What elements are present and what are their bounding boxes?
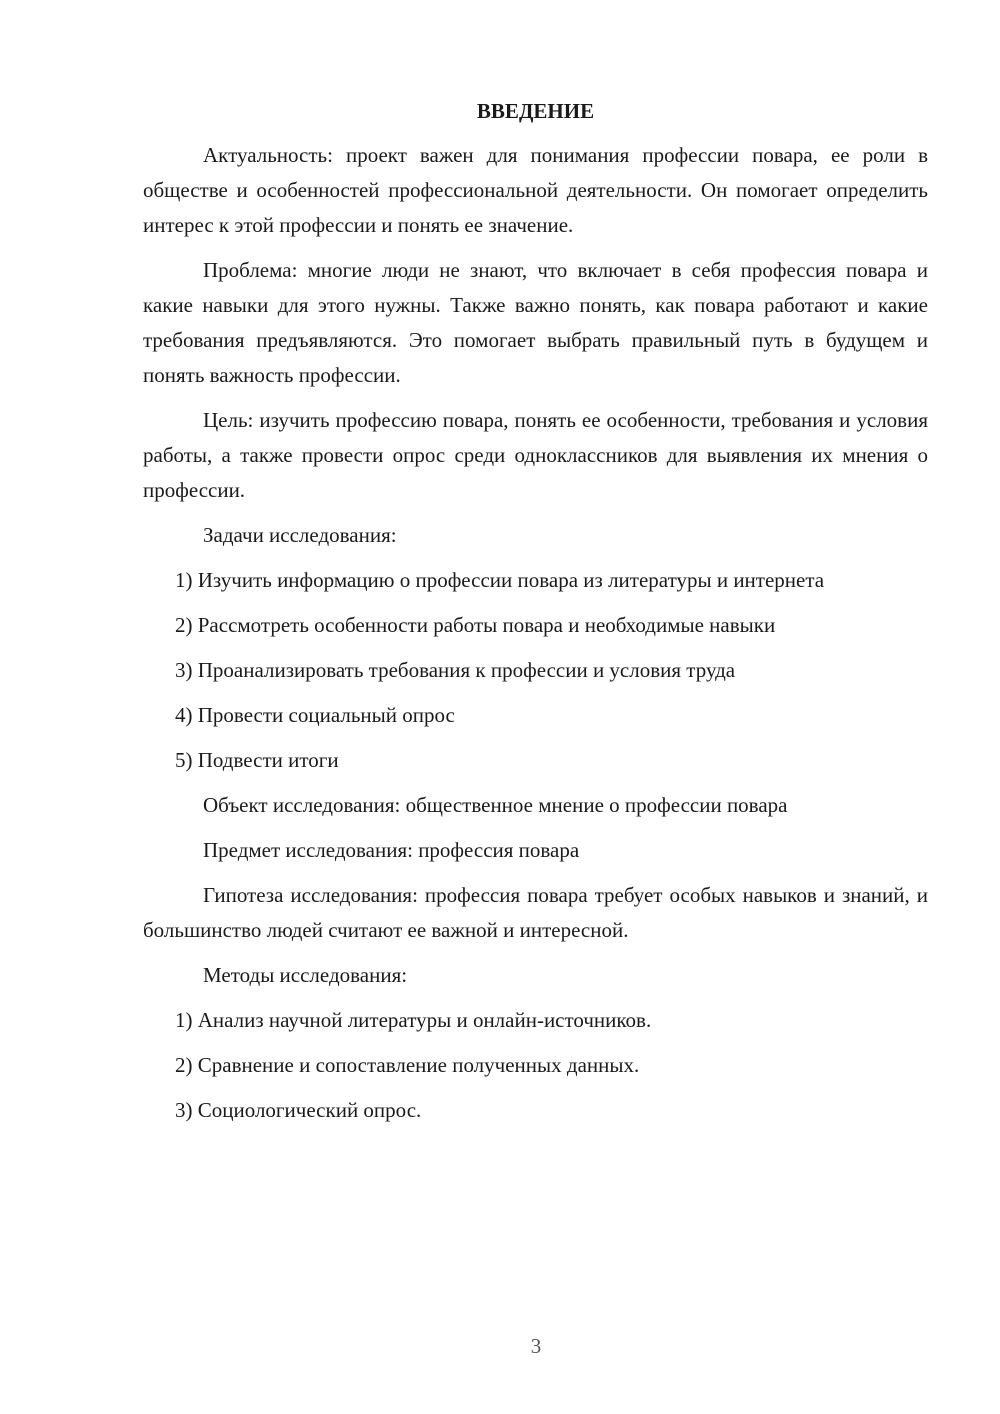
method-item: 1) Анализ научной литературы и онлайн-источников.: [175, 1008, 652, 1032]
paragraph-problem: Проблема: многие люди не знают, что включает в себя профессия повара и какие навыки для этого нужны. Также важно понять, как повара работают и какие требования предъявляются. Это помогает выбрать правильный путь в будущем и понять важность профессии.: [143, 258, 928, 387]
tasks-heading: Задачи исследования:: [203, 523, 397, 547]
method-item: 3) Социологический опрос.: [175, 1098, 422, 1122]
paragraph-relevance: Актуальность: проект важен для понимания профессии повара, ее роли в обществе и особенностей профессиональной деятельности. Он помогает определить интерес к этой профессии и понять ее значение.: [143, 143, 928, 237]
paragraph-goal: Цель: изучить профессию повара, понять ее особенности, требования и условия работы, а также провести опрос среди одноклассников для выявления их мнения о профессии.: [143, 408, 928, 502]
task-item: 5) Подвести итоги: [175, 748, 339, 772]
document-body: [143, 96, 928, 1138]
research-object: Объект исследования: общественное мнение о профессии повара: [203, 793, 788, 817]
page-number: 3: [530, 1334, 542, 1358]
task-item: 2) Рассмотреть особенности работы повара и необходимые навыки: [175, 613, 776, 637]
task-item: 1) Изучить информацию о профессии повара из литературы и интернета: [175, 568, 825, 592]
section-title: ВВЕДЕНИЕ: [476, 99, 595, 123]
task-item: 4) Провести социальный опрос: [175, 703, 455, 727]
methods-heading: Методы исследования:: [203, 963, 408, 987]
research-subject: Предмет исследования: профессия повара: [203, 838, 580, 862]
task-item: 3) Проанализировать требования к профессии и условия труда: [175, 658, 736, 682]
method-item: 2) Сравнение и сопоставление полученных данных.: [175, 1053, 640, 1077]
research-hypothesis: Гипотеза исследования: профессия повара требует особых навыков и знаний, и большинство людей считают ее важной и интересной.: [143, 883, 928, 942]
